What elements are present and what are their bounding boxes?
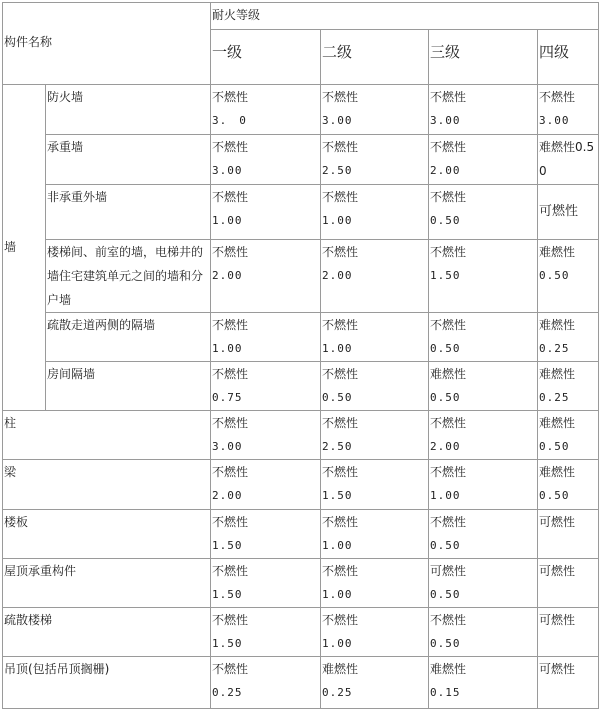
other-grade-4-cell	[538, 460, 599, 510]
other-grade-4-cell	[538, 411, 599, 460]
duration-hours: 1.00	[212, 342, 243, 355]
duration-hours: 0.25	[539, 342, 570, 355]
wall-grade-4-cell	[538, 135, 599, 185]
duration-hours: 0.50	[539, 489, 570, 502]
wall-grade-1-cell	[211, 313, 321, 362]
wall-grade-2-cell	[321, 185, 429, 240]
duration-hours: 1.50	[430, 269, 461, 282]
wall-grade-3-cell	[429, 85, 538, 135]
other-grade-3-cell	[429, 608, 538, 657]
rating-text: 可燃性	[430, 564, 467, 578]
wall-grade-4-cell	[538, 313, 599, 362]
duration-hours: 1.00	[322, 637, 353, 650]
duration-hours: 3.00	[539, 114, 570, 127]
wall-group-label	[3, 85, 46, 411]
rating-text: 不燃性	[322, 90, 359, 104]
component-name-cell: 柱	[3, 411, 211, 460]
duration-hours: 0.15	[430, 686, 461, 699]
duration-hours: 2.00	[212, 269, 243, 282]
rating-text: 不燃性	[212, 515, 249, 529]
table-row	[3, 608, 599, 657]
table-row	[3, 510, 599, 559]
table-row	[3, 411, 599, 460]
duration-hours: 3.00	[430, 114, 461, 127]
duration-hours: 1.50	[212, 539, 243, 552]
grade-1-header: 一级	[211, 30, 321, 85]
rating-text: 不燃性	[212, 416, 249, 430]
other-grade-1-cell	[211, 559, 321, 608]
rating-text: 可燃性	[539, 613, 576, 627]
duration-hours: 2.00	[430, 440, 461, 453]
wall-grade-4-cell	[538, 185, 599, 240]
rating-text: 不燃性	[322, 416, 359, 430]
fire-rating-table	[2, 2, 599, 709]
wall-grade-4-cell	[538, 85, 599, 135]
fire-rating-header: 耐火等级	[211, 3, 599, 30]
rating-text: 不燃性	[322, 318, 359, 332]
duration-hours: 0.50	[430, 637, 461, 650]
wall-grade-1-cell	[211, 362, 321, 411]
rating-text: 不燃性	[322, 515, 359, 529]
component-name-cell: 非承重外墙	[46, 185, 211, 240]
duration-hours: 0.50	[430, 342, 461, 355]
grade-3-header: 三级	[429, 30, 538, 85]
wall-grade-4-cell	[538, 240, 599, 313]
duration-hours: 1.00	[322, 588, 353, 601]
rating-text: 难燃性	[539, 416, 576, 430]
table-row	[3, 460, 599, 510]
rating-text: 不燃性	[212, 564, 249, 578]
rating-text: 难燃性	[539, 318, 576, 332]
grade-2-header: 二级	[321, 30, 429, 85]
rating-text: 不燃性	[430, 613, 467, 627]
other-grade-2-cell	[321, 657, 429, 709]
table-row	[3, 362, 599, 411]
other-grade-2-cell	[321, 510, 429, 559]
duration-hours: 0.25	[212, 686, 243, 699]
table-row	[3, 559, 599, 608]
table-row	[3, 657, 599, 709]
duration-hours: 2.00	[322, 269, 353, 282]
rating-text: 难燃性	[430, 367, 467, 381]
duration-hours: 0.25	[539, 391, 570, 404]
duration-hours: 2.50	[322, 164, 353, 177]
other-grade-1-cell	[211, 657, 321, 709]
duration-hours: 1.50	[322, 489, 353, 502]
component-name-cell: 梁	[3, 460, 211, 510]
wall-group-text: 墙	[4, 240, 17, 254]
rating-text: 难燃性	[322, 662, 359, 676]
rating-text: 不燃性	[430, 416, 467, 430]
other-grade-2-cell	[321, 411, 429, 460]
wall-grade-3-cell	[429, 240, 538, 313]
duration-hours: 0.50	[430, 391, 461, 404]
rating-text: 不燃性	[322, 190, 359, 204]
wall-grade-2-cell	[321, 85, 429, 135]
duration-hours: 2.00	[430, 164, 461, 177]
duration-hours: 3. 0	[212, 114, 247, 127]
table-row	[3, 85, 599, 135]
rating-text: 不燃性	[430, 515, 467, 529]
other-grade-2-cell	[321, 460, 429, 510]
duration-hours: 0.50	[430, 214, 461, 227]
duration-hours: 0.50	[539, 269, 570, 282]
duration-hours: 0.50	[430, 588, 461, 601]
component-name-cell: 吊顶(包括吊顶搁栅)	[3, 657, 211, 709]
rating-text: 不燃性	[430, 465, 467, 479]
duration-hours: 3.00	[212, 164, 243, 177]
other-grade-4-cell	[538, 510, 599, 559]
other-grade-1-cell	[211, 510, 321, 559]
component-name-header	[3, 3, 211, 85]
duration-hours: 0.50	[430, 539, 461, 552]
rating-text: 不燃性	[322, 465, 359, 479]
wall-grade-3-cell	[429, 185, 538, 240]
rating-text: 不燃性	[212, 190, 249, 204]
rating-text: 不燃性	[430, 140, 467, 154]
table-row	[3, 313, 599, 362]
other-grade-3-cell	[429, 559, 538, 608]
rating-text: 不燃性	[212, 367, 249, 381]
rating-text: 不燃性	[430, 190, 467, 204]
other-grade-3-cell	[429, 460, 538, 510]
duration-hours: 1.50	[212, 588, 243, 601]
component-name-cell: 楼梯间、前室的墙，电梯井的墙住宅建筑单元之间的墙和分户墙	[46, 240, 211, 313]
duration-hours: 3.00	[322, 114, 353, 127]
rating-text: 不燃性	[212, 90, 249, 104]
duration-hours: 3.00	[212, 440, 243, 453]
other-grade-4-cell	[538, 657, 599, 709]
grade-4-header: 四级	[538, 30, 599, 85]
other-grade-3-cell	[429, 411, 538, 460]
wall-grade-1-cell	[211, 185, 321, 240]
rating-text: 不燃性	[212, 662, 249, 676]
rating-text: 可燃性	[539, 515, 576, 529]
wall-grade-1-cell	[211, 135, 321, 185]
rating-text: 不燃性	[212, 318, 249, 332]
duration-hours: 1.00	[322, 342, 353, 355]
other-grade-1-cell	[211, 460, 321, 510]
rating-text: 不燃性	[212, 140, 249, 154]
duration-hours: 0.25	[322, 686, 353, 699]
table-row	[3, 240, 599, 313]
rating-text: 不燃性	[212, 465, 249, 479]
rating-text: 不燃性	[322, 367, 359, 381]
duration-hours: 1.00	[430, 489, 461, 502]
table-row	[3, 135, 599, 185]
other-grade-3-cell	[429, 657, 538, 709]
wall-grade-1-cell	[211, 85, 321, 135]
wall-grade-3-cell	[429, 313, 538, 362]
wall-grade-2-cell	[321, 362, 429, 411]
component-name-cell: 疏散走道两侧的隔墙	[46, 313, 211, 362]
table-row	[3, 185, 599, 240]
rating-text: 难燃性0.50	[539, 140, 595, 178]
duration-hours: 0.50	[322, 391, 353, 404]
component-name-label: 构件名称	[4, 35, 53, 49]
duration-hours: 0.75	[212, 391, 243, 404]
rating-text: 不燃性	[430, 90, 467, 104]
duration-hours: 2.00	[212, 489, 243, 502]
other-grade-2-cell	[321, 559, 429, 608]
rating-text: 不燃性	[430, 318, 467, 332]
component-name-cell: 楼板	[3, 510, 211, 559]
rating-text: 可燃性	[539, 662, 576, 676]
rating-text: 不燃性	[322, 564, 359, 578]
duration-hours: 1.50	[212, 637, 243, 650]
rating-text: 难燃性	[539, 367, 576, 381]
rating-text: 难燃性	[539, 465, 576, 479]
rating-text: 可燃性	[539, 564, 576, 578]
rating-text: 不燃性	[430, 245, 467, 259]
component-name-cell: 疏散楼梯	[3, 608, 211, 657]
other-grade-4-cell	[538, 608, 599, 657]
wall-grade-2-cell	[321, 135, 429, 185]
wall-grade-3-cell	[429, 135, 538, 185]
duration-hours: 0.50	[539, 440, 570, 453]
rating-text: 不燃性	[212, 613, 249, 627]
duration-hours: 1.00	[322, 539, 353, 552]
other-grade-3-cell	[429, 510, 538, 559]
component-name-cell: 承重墙	[46, 135, 211, 185]
rating-text: 难燃性	[539, 245, 576, 259]
rating-text: 难燃性	[430, 662, 467, 676]
rating-text: 不燃性	[322, 140, 359, 154]
rating-text: 可燃性	[539, 204, 579, 219]
component-name-cell: 屋顶承重构件	[3, 559, 211, 608]
duration-hours: 2.50	[322, 440, 353, 453]
other-grade-4-cell	[538, 559, 599, 608]
rating-text: 不燃性	[212, 245, 249, 259]
other-grade-1-cell	[211, 608, 321, 657]
other-grade-2-cell	[321, 608, 429, 657]
duration-hours: 1.00	[212, 214, 243, 227]
component-name-cell: 房间隔墙	[46, 362, 211, 411]
rating-text: 不燃性	[539, 90, 576, 104]
wall-grade-3-cell	[429, 362, 538, 411]
wall-grade-2-cell	[321, 313, 429, 362]
wall-grade-2-cell	[321, 240, 429, 313]
duration-hours: 1.00	[322, 214, 353, 227]
component-name-cell: 防火墙	[46, 85, 211, 135]
rating-text: 不燃性	[322, 245, 359, 259]
wall-grade-4-cell	[538, 362, 599, 411]
other-grade-1-cell	[211, 411, 321, 460]
header-row-rating	[3, 3, 599, 30]
wall-grade-1-cell	[211, 240, 321, 313]
rating-text: 不燃性	[322, 613, 359, 627]
